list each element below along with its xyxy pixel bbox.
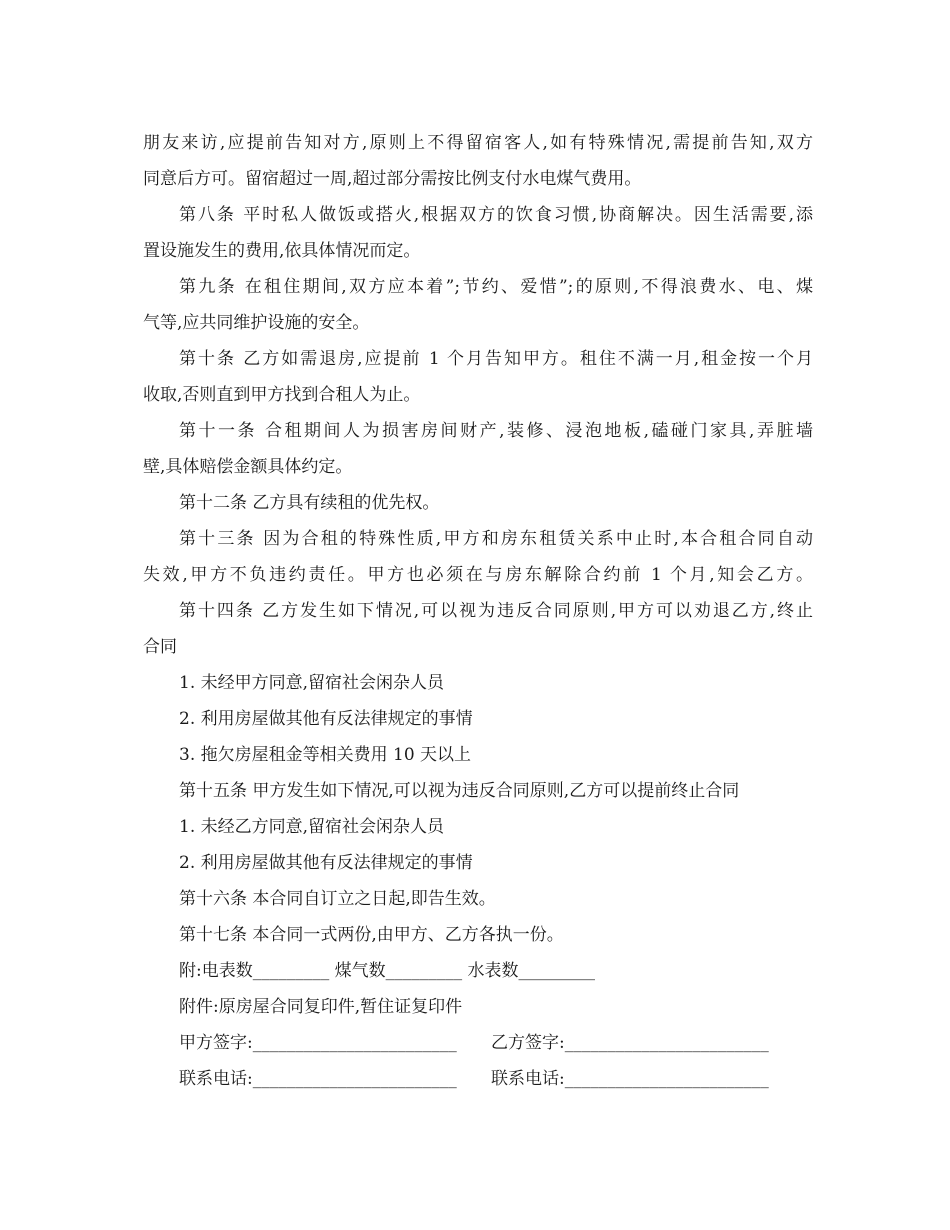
paragraph-line: 收取,否则直到甲方找到合租人为止。 <box>143 385 421 405</box>
article-8-line: 第八条 平时私人做饭或搭火,根据双方的饮食习惯,协商解决。因生活需要,添 <box>179 205 813 225</box>
list-item: 2. 利用房屋做其他有反法律规定的事情 <box>179 709 473 729</box>
paragraph-line: 朋友来访,应提前告知对方,原则上不得留宿客人,如有特殊情况,需提前告知,双方 <box>143 133 813 153</box>
article-10-line: 第十条 乙方如需退房,应提前 1 个月告知甲方。租住不满一月,租金按一个月 <box>179 349 813 369</box>
article-12-line: 第十二条 乙方具有续租的优先权。 <box>179 493 440 513</box>
paragraph-line: 合同 <box>143 637 177 657</box>
paragraph-line: 同意后方可。留宿超过一周,超过部分需按比例支付水电煤气费用。 <box>143 169 642 189</box>
party-a-phone: 联系电话:________________________ <box>179 1069 457 1089</box>
party-b-phone: 联系电话:________________________ <box>491 1069 769 1089</box>
paragraph-line: 壁,具体赔偿金额具体约定。 <box>143 457 353 477</box>
list-item: 3. 拖欠房屋租金等相关费用 10 天以上 <box>179 745 472 765</box>
article-11-line: 第十一条 合租期间人为损害房间财产,装修、浸泡地板,磕碰门家具,弄脏墙 <box>179 421 813 441</box>
article-13-line: 第十三条 因为合租的特殊性质,甲方和房东租赁关系中止时,本合租合同自动 <box>179 529 813 549</box>
list-item: 1. 未经甲方同意,留宿社会闲杂人员 <box>179 673 445 693</box>
article-15-line: 第十五条 甲方发生如下情况,可以视为违反合同原则,乙方可以提前终止合同 <box>179 781 740 801</box>
phone-row <box>143 1061 813 1097</box>
meter-readings-line: 附:电表数_________ 煤气数_________ 水表数_________ <box>179 961 596 981</box>
party-b-signature: 乙方签字:________________________ <box>491 1033 769 1053</box>
article-14-line: 第十四条 乙方发生如下情况,可以视为违反合同原则,甲方可以劝退乙方,终止 <box>179 601 813 621</box>
paragraph-line: 置设施发生的费用,依具体情况而定。 <box>143 241 421 261</box>
article-16-line: 第十六条 本合同自订立之日起,即告生效。 <box>179 889 496 909</box>
article-17-line: 第十七条 本合同一式两份,由甲方、乙方各执一份。 <box>179 925 564 945</box>
document-body <box>143 125 813 1097</box>
paragraph-line: 气等,应共同维护设施的安全。 <box>143 313 370 333</box>
article-9-line: 第九条 在租住期间,双方应本着”;节约、爱惜”;的原则,不得浪费水、电、煤 <box>179 277 813 297</box>
paragraph-line: 失效,甲方不负违约责任。甲方也必须在与房东解除合约前 1 个月,知会乙方。 <box>143 565 813 585</box>
signature-row <box>143 1025 813 1061</box>
attachments-line: 附件:原房屋合同复印件,暂住证复印件 <box>179 997 463 1017</box>
party-a-signature: 甲方签字:________________________ <box>179 1033 457 1053</box>
list-item: 2. 利用房屋做其他有反法律规定的事情 <box>179 853 473 873</box>
list-item: 1. 未经乙方同意,留宿社会闲杂人员 <box>179 817 445 837</box>
